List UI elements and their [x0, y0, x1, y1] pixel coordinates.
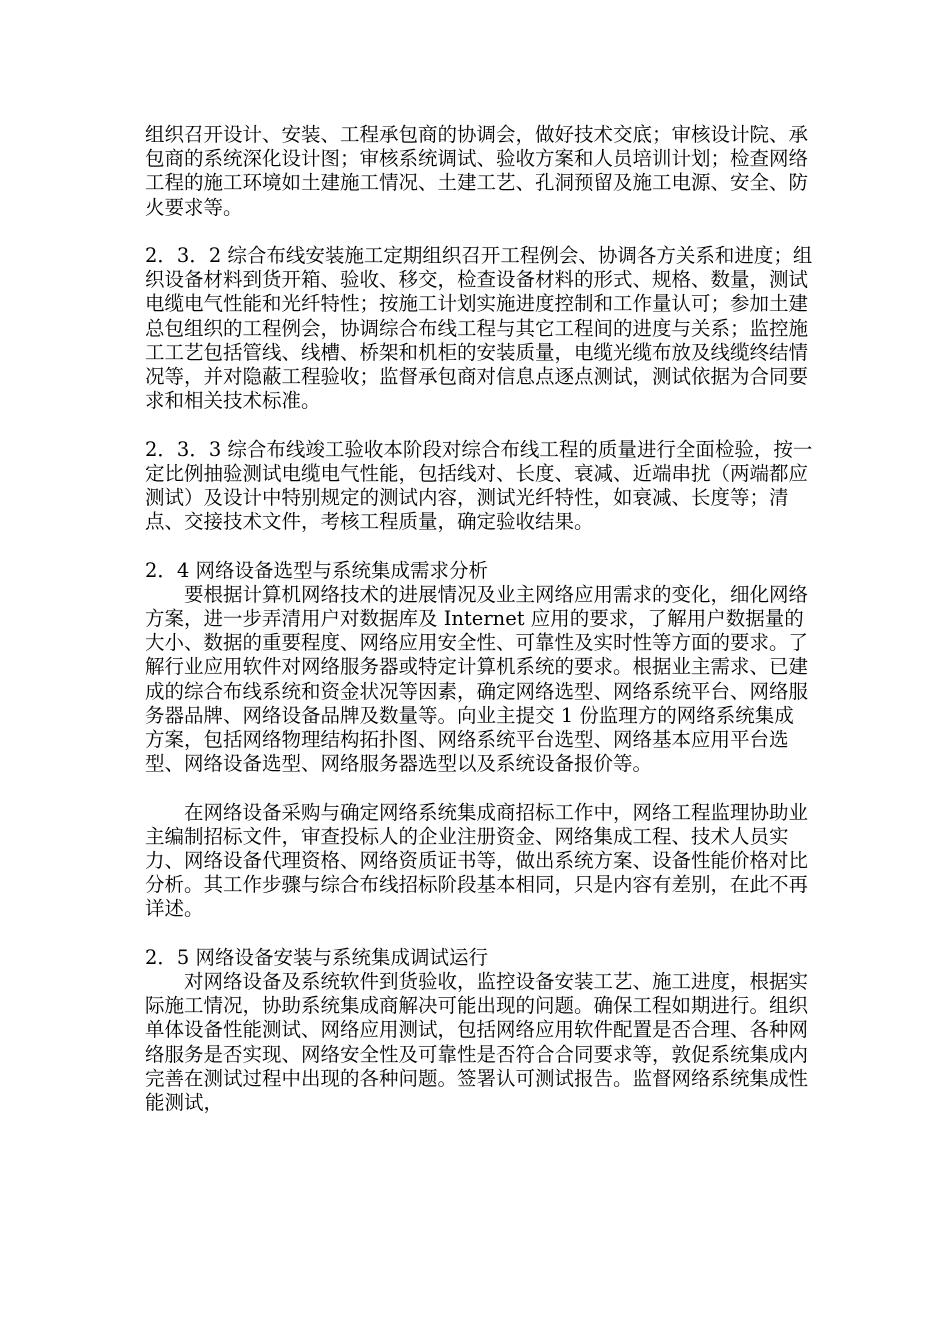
paragraph-2-4-body: 要根据计算机网络技术的进展情况及业主网络应用需求的变化，细化网络方案，进一步弄清用户对数据库及 Internet 应用的要求，了解用户数据量的大小、数据的重要程度、网络应用安全性、可靠性及实时性等方面的要求。了解行业应用软件对网络服务器或特定计算机系统的要求。根据业主需求、已建成的综合布线系统和资金状况等因素，确定网络选型、网络系统平台、网络服务器品牌、网络设备品牌及数量等。向业主提交 1 份监理方的网络系统集成方案，包括网络物理结构拓扑图、网络系统平台选型、网络基本应用平台选型、网络设备选型、网络服务器选型以及系统设备报价等。 — [145, 582, 809, 776]
section-heading-2-4: 2．4 网络设备选型与系统集成需求分析 — [145, 558, 489, 582]
paragraph-gap — [145, 776, 813, 800]
paragraph-2-4-procurement: 在网络设备采购与确定网络系统集成商招标工作中，网络工程监理协助业主编制招标文件，审查投标人的企业注册资金、网络集成工程、技术人员实力、网络设备代理资格、网络资质证书等，做出系统方案、设备性能价格对比分析。其工作步骤与综合布线招标阶段基本相同，只是内容有差别，在此不再详述。 — [145, 800, 809, 921]
paragraph-gap — [145, 220, 813, 244]
document-page — [145, 123, 813, 1115]
paragraph-2-3-3: 2．3．3 综合布线竣工验收本阶段对综合布线工程的质量进行全面检验，按一定比例抽验测试电缆电气性能，包括线对、长度、衰减、近端串扰（两端都应测试）及设计中特别规定的测试内容，测试光纤特性，如衰减、长度等；清点、交接技术文件，考核工程质量，确定验收结果。 — [145, 437, 813, 534]
paragraph-preparation: 组织召开设计、安装、工程承包商的协调会，做好技术交底；审核设计院、承包商的系统深化设计图；审核系统调试、验收方案和人员培训计划；检查网络工程的施工环境如土建施工情况、土建工艺、孔洞预留及施工电源、安全、防火要求等。 — [145, 123, 809, 219]
paragraph-gap — [145, 922, 813, 946]
paragraph-2-5-body: 对网络设备及系统软件到货验收，监控设备安装工艺、施工进度，根据实际施工情况，协助系统集成商解决可能出现的问题。确保工程如期进行。组织单体设备性能测试、网络应用测试，包括网络应用软件配置是否合理、各种网络服务是否实现、网络安全性及可靠性是否符合合同要求等，敦促系统集成内完善在测试过程中出现的各种问题。签署认可测试报告。监督网络系统集成性能测试， — [145, 970, 809, 1115]
section-heading-2-5: 2．5 网络设备安装与系统集成调试运行 — [145, 945, 489, 969]
paragraph-gap — [145, 413, 813, 437]
paragraph-2-3-2: 2．3．2 综合布线安装施工定期组织召开工程例会、协调各方关系和进度；组织设备材料到货开箱、验收、移交，检查设备材料的形式、规格、数量，测试电缆电气性能和光纤特性；按施工计划实施进度控制和工作量认可；参加土建总包组织的工程例会，协调综合布线工程与其它工程间的进度与关系；监控施工工艺包括管线、线槽、桥架和机柜的安装质量，电缆光缆布放及线缆终结情况等，并对隐蔽工程验收；监督承包商对信息点逐点测试，测试依据为合同要求和相关技术标准。 — [145, 244, 813, 413]
paragraph-gap — [145, 534, 813, 558]
